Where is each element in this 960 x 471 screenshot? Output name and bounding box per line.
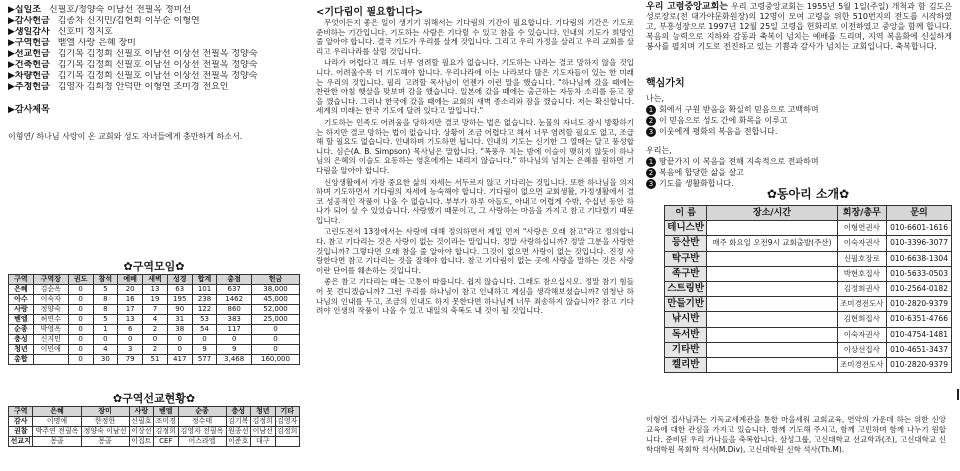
table-header-cell: 총점 (217, 275, 252, 285)
table-row (665, 282, 952, 297)
number-badge: 2 (646, 168, 656, 178)
table-header-cell: 청년 (251, 407, 275, 417)
article-paragraph: 나라가 어렵다고 해도 너무 염려할 필요가 없습니다. 기도하는 나라는 결코 망하지 않을 것입니다. 어려울수록 더 기도해야 합니다. 우리나라에 이는 나라보다 많은 기도자들이 있는 한 미래는 우리의 것입니다. 필리 고려할 목사님이 언젠가 이런 말을 했습니다. "하나님께 갔을 때에는 찬란한 아침 햇살을 맞보며 감을 했습니다. 일본에 갔을 때에는 출근하는 자동차 소리를 듣고 잠을 깼습니다. 그러나 한국에 갔을 때에는 교회의 새벽 종소리와 잠을 깼습니다. 저는 확신합니다. 세계의 미래는 한국 기도에 달려 있다고 말입니다." (316, 58, 634, 116)
offering-row (8, 38, 300, 49)
table-cell: 010-6351-4766 (887, 312, 952, 327)
table-row (665, 221, 952, 236)
table-cell: 38,000 (251, 285, 299, 295)
table-cell: 이남선 (251, 427, 275, 437)
district-table (8, 274, 300, 365)
table-header-cell: 성경 (167, 275, 192, 285)
offering-row (8, 5, 300, 16)
article-paragraph: 무엇이든지 좋은 일이 생기기 위해서는 기다림의 기간이 필요합니다. 기다림의 기간은 기도로 준비하는 기간입니다. 기도하는 사람은 기다릴 수 있고 참을 수 있습니다. 인내의 기도가 희망인 줄 알아야 합니다. 결국 기도가 우리를 살게 것입니다. 그리고 우리 가정을 살리고 우리 교회를 살리고 우리나라를 살릴 것입니다. (316, 18, 634, 56)
table-cell: 은혜 (9, 285, 34, 295)
table-cell: 신지민 (33, 335, 68, 345)
table-row (665, 358, 952, 373)
prayer-title: ▶감사제목 (8, 105, 50, 115)
core-values-group (646, 93, 952, 137)
offering-title: ▶구역헌금 (8, 38, 50, 48)
table-cell: 16 (118, 295, 143, 305)
table-row (665, 312, 952, 327)
table-cell: 0 (251, 345, 299, 355)
offering-row (8, 49, 300, 60)
table-cell: 17 (118, 305, 143, 315)
table-cell: 김정희권사 (837, 282, 887, 297)
prayer-section (8, 105, 300, 142)
table-header-cell: 회장/총무 (837, 206, 887, 221)
table-cell: 김정희 (251, 417, 275, 427)
table-cell: 3 (118, 345, 143, 355)
core-value-text: 회에서 구원 받음을 확실히 믿음으로 고백하며 (659, 105, 819, 114)
table-cell: 9 (192, 345, 217, 355)
table-cell: 스트링반 (665, 282, 707, 297)
offering-title: ▶차량헌금 (8, 71, 50, 81)
table-cell: 이숙자권사 (837, 327, 887, 342)
offering-names: 김기복 김정희 신필호 이남선 이상선 전필옥 정양숙 (57, 71, 258, 81)
number-badge: 1 (646, 157, 656, 167)
table-cell: 김정희 (275, 427, 300, 437)
table-header-row (665, 206, 952, 221)
table-cell: 정양숙 이남선 (81, 427, 129, 437)
table-cell: 0 (68, 285, 93, 295)
table-cell: 45,000 (251, 295, 299, 305)
table-row (9, 295, 300, 305)
table-header-cell: 참석 (93, 275, 118, 285)
table-cell: 정수태 (178, 417, 226, 427)
table-row (9, 427, 300, 437)
table-cell: 0 (167, 345, 192, 355)
core-values-group (646, 145, 952, 189)
table-cell: 31 (167, 315, 192, 325)
table-cell: 010-2564-0182 (887, 282, 952, 297)
table-cell: 5 (93, 315, 118, 325)
table-cell: 8 (93, 305, 118, 315)
table-cell: 637 (217, 285, 252, 295)
table-cell: 53 (192, 315, 217, 325)
table-header-cell: 사랑 (129, 407, 153, 417)
table-row (9, 345, 300, 355)
article-paragraph: 고린도전서 13장에서는 사랑에 대해 정의하면서 제일 먼저 "사랑은 오래 참고"라고 정의합니다. 참고 기다리는 것은 사랑이 없는 것이라는 말입니다. 정말 사랑하십니까? 정말 그분을 사랑한 것입니까? 그렇다면 오래 참을 줄 알아야 합니다. 그것이 없으면 사랑이 없는 것입니다. 진정 사랑한다면 참고 기다리는 것을 잘해야 합니다. 참고 기다림이 없는 곳에 사랑을 말하는 것은 사랑이란 단어를 훼손하는 것입니다. (316, 227, 634, 275)
table-cell: 기타반 (665, 342, 707, 357)
district-title: ✿구역모임✿ (123, 260, 185, 273)
table-header-cell: 구역 (9, 275, 34, 285)
core-value-item (646, 115, 952, 126)
core-values-list (646, 93, 952, 189)
table-cell: 010-3396-3077 (887, 236, 952, 251)
table-cell: 4 (93, 345, 118, 355)
table-cell: 010-2820-9379 (887, 358, 952, 373)
table-row (665, 297, 952, 312)
number-badge: 1 (646, 105, 656, 115)
core-value-text: 기도를 생활화합니다. (659, 179, 734, 188)
table-cell: 선교지 (9, 437, 33, 447)
offering-row (8, 82, 300, 93)
table-cell: 63 (167, 285, 192, 295)
core-value-item (646, 104, 952, 115)
table-cell: 010-6638-1304 (887, 251, 952, 266)
table-header-cell: 벧엘 (154, 407, 178, 417)
table-cell (707, 297, 837, 312)
table-cell: 0 (192, 335, 217, 345)
core-value-item (646, 126, 952, 137)
table-cell: 켈리반 (665, 358, 707, 373)
table-cell: 이명애 (33, 417, 81, 427)
table-cell (707, 327, 837, 342)
mission-section (8, 390, 300, 447)
table-cell: 허연수 (33, 315, 68, 325)
table-header-cell: 새벽 (143, 275, 168, 285)
table-cell: 38 (167, 325, 192, 335)
table-row (9, 355, 300, 365)
table-cell: 13 (118, 315, 143, 325)
offering-names: 김종차 신지민/김현희 이무순 이형연 (57, 16, 200, 26)
core-values-section (646, 78, 952, 189)
table-cell: 만들기반 (665, 297, 707, 312)
table-cell: 김영자 전필옥 (178, 427, 226, 437)
table-cell: 3,468 (217, 355, 252, 365)
table-cell: 2 (143, 345, 168, 355)
table-cell: 0 (118, 335, 143, 345)
table-cell: 등산반 (665, 236, 707, 251)
table-row (665, 236, 952, 251)
core-value-text: 복음에 합당한 삶을 살고 (659, 168, 744, 177)
number-badge: 3 (646, 179, 656, 189)
offering-title: ▶생일감사 (8, 27, 50, 37)
table-cell: 010-4754-1481 (887, 327, 952, 342)
table-cell: 이형연권사 (837, 221, 887, 236)
middle-column (316, 0, 634, 471)
article-paragraph: 기도하는 민족도 어려움을 당하지만 결코 망하는 법은 없습니다. 눈물의 자녀도 잠시 방황하기는 하지만 결코 망하는 법이 없습니다. 상황이 조금 어렵다고 해서 너무 염려할 필요도 없고, 조급해 할 필요도 없습니다. 인내하며 기도하면 됩니다. 인내의 기도는 신기한 그 열매는 달고 풍성합니다. 심슨(A. B. Simpson) 목사님은 말합니다. "폭풍우 치는 밤에 이슬이 맺히지 않듯이 하나님의 은혜의 이슬도 요동하는 영혼에게는 내리지 않습니다." 하나님의 넘치는 은혜를 원하면 기다림을 알아야 합니다. (316, 117, 634, 175)
right-column (646, 0, 952, 471)
district-section (8, 258, 300, 365)
table-cell (707, 282, 837, 297)
clubs-table (664, 205, 952, 373)
table-row (9, 335, 300, 345)
table-cell: 160,000 (251, 355, 299, 365)
table-cell (707, 221, 837, 236)
offering-names: 김영자 김희정 안덕만 이형연 조미경 전요인 (57, 82, 229, 92)
table-cell: 0 (68, 355, 93, 365)
table-cell: 4 (143, 315, 168, 325)
table-header-cell: 충성 (226, 407, 250, 417)
table-cell: 이스라엘 (178, 437, 226, 447)
table-cell: 13 (143, 285, 168, 295)
table-cell: 정양숙 (33, 305, 68, 315)
table-cell: 25,000 (251, 315, 299, 325)
table-cell (707, 358, 837, 373)
table-cell: 2 (143, 325, 168, 335)
table-cell (707, 251, 837, 266)
table-cell: 122 (192, 305, 217, 315)
table-cell: 이집트 (129, 437, 153, 447)
table-row (665, 327, 952, 342)
table-cell: 010-2820-9379 (887, 297, 952, 312)
mission-table (8, 406, 300, 447)
table-header-cell: 순종 (178, 407, 226, 417)
core-value-item (646, 156, 952, 167)
table-cell: 이숙자 (33, 295, 68, 305)
core-value-text: 땅끝가지 이 복음을 전해 지속적으로 전파하며 (659, 157, 819, 166)
table-cell: 101 (192, 285, 217, 295)
offering-title: ▶감사헌금 (8, 16, 50, 26)
page-edge-mark (957, 389, 959, 400)
table-cell: 신필호장로 (837, 251, 887, 266)
table-cell: 매주 화요일 오전9시 교회출발(주산) (707, 236, 837, 251)
table-cell (707, 312, 837, 327)
offering-title: ▶십일조 (8, 5, 42, 15)
table-cell (707, 342, 837, 357)
table-header-row (9, 407, 300, 417)
table-cell: 낚시반 (665, 312, 707, 327)
offering-row (8, 16, 300, 27)
table-cell: 이민애 (33, 345, 68, 355)
article-body (316, 18, 634, 316)
table-cell: 195 (167, 295, 192, 305)
table-cell: 51 (143, 355, 168, 365)
offering-title: ▶선교헌금 (8, 49, 50, 59)
table-cell: 아수 (9, 295, 34, 305)
table-cell: 90 (167, 305, 192, 315)
table-cell: 이준호 (226, 437, 250, 447)
table-cell: 탁구반 (665, 251, 707, 266)
table-cell: 권찰 (9, 427, 33, 437)
table-header-cell: 기타 (275, 407, 300, 417)
table-row (9, 417, 300, 427)
table-cell: 5 (93, 285, 118, 295)
table-cell: 0 (68, 295, 93, 305)
table-cell: 0 (68, 345, 93, 355)
table-cell: 박영옥 (33, 325, 68, 335)
table-cell: 010-6601-1616 (887, 221, 952, 236)
core-value-text: 이 믿음으로 성도 간에 화목을 이루고 (659, 116, 788, 125)
table-cell (33, 355, 68, 365)
table-cell (707, 266, 837, 281)
offering-names: 신필호/정양숙 이남선 전필옥 정미선 (49, 5, 192, 15)
core-values-group-label: 우리는, (646, 146, 672, 155)
table-cell: 테니스반 (665, 221, 707, 236)
table-cell: 사랑 (9, 305, 34, 315)
table-cell: 0 (251, 325, 299, 335)
offering-row (8, 60, 300, 71)
table-row (665, 266, 952, 281)
table-cell: 0 (68, 315, 93, 325)
number-badge: 2 (646, 116, 656, 126)
table-cell: 감사 (9, 417, 33, 427)
table-cell: 족구반 (665, 266, 707, 281)
table-cell: 청년 (9, 345, 34, 355)
core-value-text: 이웃에게 평화의 복음을 전합니다. (659, 127, 778, 136)
table-cell: 벧엘 (9, 315, 34, 325)
table-cell: 010-4651-3437 (887, 342, 952, 357)
table-cell: 순종 (9, 325, 34, 335)
table-cell: 238 (192, 295, 217, 305)
offering-names: 벧엘 사랑 은혜 장미 (57, 38, 136, 48)
table-cell: 조미경 (154, 417, 178, 427)
table-cell: 0 (68, 325, 93, 335)
table-row (665, 342, 952, 357)
offering-list (8, 5, 300, 93)
table-header-cell: 구역장 (33, 275, 68, 285)
offering-title: ▶주정헌금 (8, 82, 50, 92)
table-cell: 577 (192, 355, 217, 365)
table-cell: 원종선 (226, 427, 250, 437)
table-cell: CEF (154, 437, 178, 447)
table-header-cell: 은혜 (33, 407, 81, 417)
table-cell: 김정희 (154, 427, 178, 437)
table-cell: 7 (143, 305, 168, 315)
article-paragraph: 신앙생활에서 가장 중요한 삶의 자세는 서두르지 않고 기다리는 것입니다. 또한 하나님을 의지하며 기도하면서 기다림의 자세에 능숙해야 합니다. 기다림이 없으면 교회생활, 가정생활에서 결코 성공적인 작품이 나올 수 없습니다. 부부가 하루 아들도, 아내고 어렵게 수밖, 수십년 동안 하나가 되어 살 수 있었습니다. 사랑했기 때문이고, 그 사랑하는 마음을 가지고 참고 기다렸기 때문입니다. (316, 177, 634, 225)
table-cell: 0 (217, 335, 252, 345)
table-cell: 김순옥 (33, 285, 68, 295)
table-cell: 이상선 (129, 427, 153, 437)
table-cell: 20 (118, 285, 143, 295)
table-header-cell: 예배 (118, 275, 143, 285)
table-header-cell: 이 름 (665, 206, 707, 221)
table-cell: 조미경전도사 (837, 358, 887, 373)
table-cell: 860 (217, 305, 252, 315)
table-cell: 0 (143, 335, 168, 345)
clubs-section (664, 185, 952, 373)
core-value-item (646, 167, 952, 178)
table-cell: 0 (93, 335, 118, 345)
footnote: 이형연 집사님과는 기독교세계관을 통한 마을세워 교회교육, 연약의 가운데 하는 위한 신앙교육에 대한 관심을 가지고 있습니다. 함께 기도해 주시고, 함께 고민하며 함께 나누기 원합니다. 준비된 우리 가나들을 축복합니다. 삼성그룹, 고신대학교 선교학과(조), 고신대학교 신학대학원 목회학 석사(M.Div), 고신대학원 신학 석사(Th.M). (646, 415, 946, 454)
table-header-cell: 구역 (9, 407, 33, 417)
table-cell: 이상선집사 (837, 342, 887, 357)
core-values-group-label: 나는, (646, 94, 664, 103)
table-header-cell: 장미 (81, 407, 129, 417)
table-cell: 총합 (9, 355, 34, 365)
history-title: 우리 고령중앙교회는 (646, 2, 728, 12)
table-cell: 몽골 (33, 437, 81, 447)
table-header-row (9, 275, 300, 285)
mission-title: ✿구역선교현황✿ (112, 392, 196, 405)
table-header-cell: 헌금 (251, 275, 299, 285)
offering-names: 김기복 김정희 신필호 이남선 이상선 전필옥 정양숙 (57, 49, 258, 59)
offering-names: 김기복 김정희 신필호 이남선 이상선 전필옥 정양숙 (57, 60, 258, 70)
table-row (9, 305, 300, 315)
table-cell: 117 (217, 325, 252, 335)
table-header-cell: 문의 (887, 206, 952, 221)
table-cell: 김현희집사 (837, 312, 887, 327)
left-column (8, 0, 300, 471)
table-cell: 010-5633-0503 (887, 266, 952, 281)
table-cell: 0 (167, 335, 192, 345)
table-cell: 30 (93, 355, 118, 365)
table-cell: 79 (118, 355, 143, 365)
table-cell: 조미경전도사 (837, 297, 887, 312)
table-cell: 0 (68, 335, 93, 345)
article-paragraph: 좋은 참고 기다리는 때는 고통이 따릅니다. 쉽지 않습니다. 그래도 참으십시오. 정말 참기 힘들어 못 견디겠습니까? 그런 우리를 하나님이 참고 인내하고 계심을 생각해보셨습니까? 엄청난 하나님의 인내를 두고, 조금의 인내도 하지 못한다면 하나님께 너무 죄송하지 않습니까? 참고 기다려야 인생의 작품이 나올 수 있고 내일의 축복도 내 것이 될 것입니다. (316, 277, 634, 316)
table-cell: 52,000 (251, 305, 299, 315)
table-cell: 한정한 (81, 417, 129, 427)
table-cell: 박현호집사 (837, 266, 887, 281)
table-cell: 이숙자권사 (837, 236, 887, 251)
table-cell: 0 (251, 335, 299, 345)
table-row (9, 325, 300, 335)
table-cell: 독서반 (665, 327, 707, 342)
table-header-cell: 권도 (68, 275, 93, 285)
table-cell: 박주연 전필옥 (33, 427, 81, 437)
core-values-title: 핵심가치 (646, 78, 685, 89)
offering-names: 신호미 정지호 (57, 27, 113, 37)
table-row (9, 285, 300, 295)
table-cell: 대구 (251, 437, 275, 447)
number-badge: 3 (646, 127, 656, 137)
table-row (665, 251, 952, 266)
table-cell: 0 (68, 305, 93, 315)
table-cell: 6 (118, 325, 143, 335)
table-cell: 19 (143, 295, 168, 305)
clubs-title: ✿동아리 소개✿ (766, 187, 850, 201)
offering-row (8, 71, 300, 82)
table-row (9, 437, 300, 447)
table-cell: 1462 (217, 295, 252, 305)
table-header-cell: 합계 (192, 275, 217, 285)
table-cell: 충성 (9, 335, 34, 345)
table-cell: 1 (93, 325, 118, 335)
prayer-text: 이형연/ 하나님 사랑이 온 교회와 성도 자녀들에게 충만하게 하소서. (8, 132, 243, 141)
table-cell: 9 (217, 345, 252, 355)
table-cell: 몽골 (81, 437, 129, 447)
history-text: 우리 고령중앙교회는 1955년 5월 1일(주일) 개척과 함 김도은성로장로(전 대가야문화원장)의 12명이 모여 고령을 위한 510번지의 전도를 시작하였고, 부흥성장으로 1997년 12월 25일 고령읍 헌화리로 이전하였고 중앙을 함께 합니다. 복음의 능력으로 지하와 감동과 축복이 넘치는 예배를 드리며, 지역 복음화에 신실하게 봉사를 펼치며 기도로 전진하고 있는 기쁨과 감사가 넘치는 교회입니다. 축복합니다. (646, 2, 952, 51)
table-cell (275, 437, 300, 447)
table-cell: 417 (167, 355, 192, 365)
table-cell: 김영자 (275, 417, 300, 427)
table-cell: 383 (217, 315, 252, 325)
offering-title: ▶건축헌금 (8, 60, 50, 70)
offering-row (8, 27, 300, 38)
table-cell: 54 (192, 325, 217, 335)
table-cell: 김기복 (226, 417, 250, 427)
church-history (646, 2, 952, 52)
table-cell: 8 (93, 295, 118, 305)
table-header-cell: 장소/시간 (707, 206, 837, 221)
table-cell: 신필호 (129, 417, 153, 427)
table-row (9, 315, 300, 325)
article-title: <기다림이 필요합니다> (316, 7, 424, 18)
